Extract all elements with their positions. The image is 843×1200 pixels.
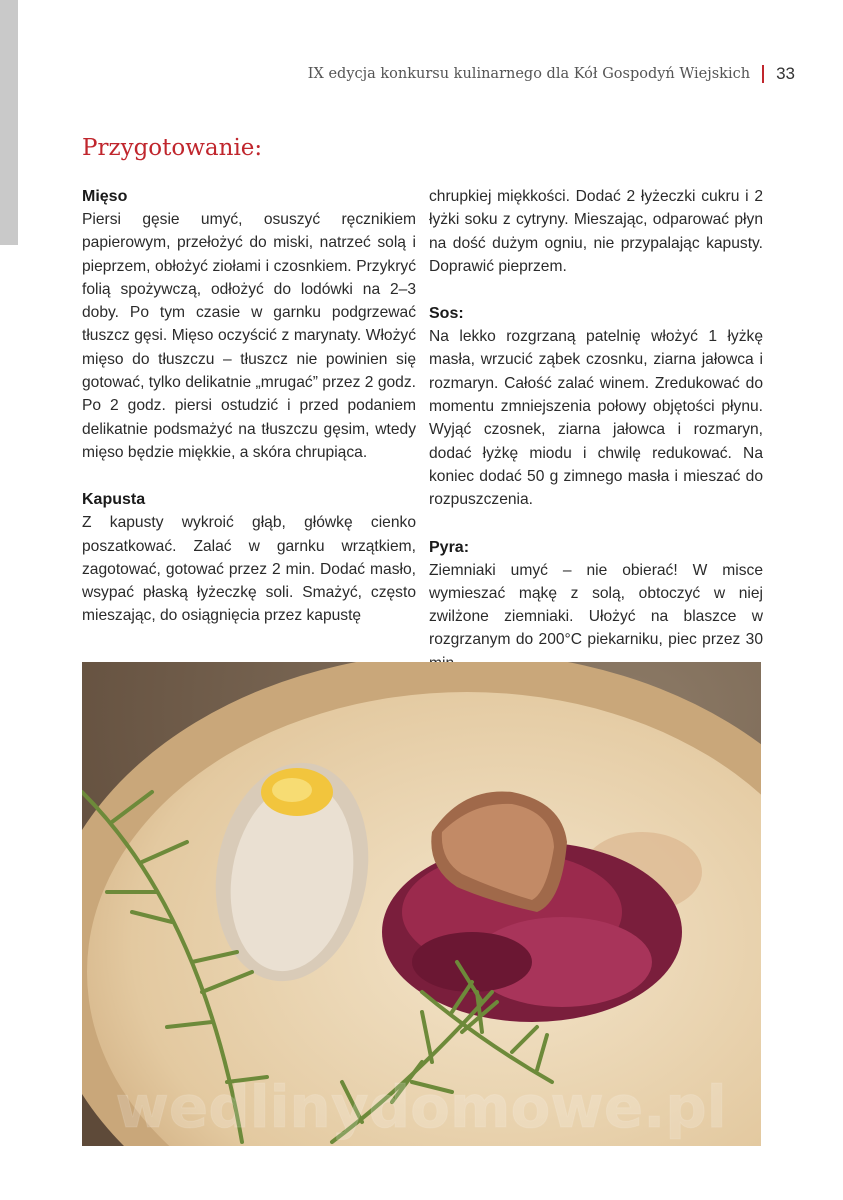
header-separator	[762, 65, 764, 83]
watermark-text: wedlinydomowe.pl	[115, 1073, 727, 1141]
kapusta-text: Z kapusty wykroić głąb, główkę cienko poszatkować. Zalać w garnku wrzątkiem, zagotować, gotować przez 2 min. Dodać masło, wsypać płaską łyżeczkę soli. Smażyć, często mieszając, do osiągnięcia przez kapustę	[82, 514, 416, 625]
kapusta-section	[82, 488, 416, 627]
page-number: 33	[776, 64, 795, 83]
mieso-text: Piersi gęsie umyć, osuszyć ręcznikiem papierowym, przełożyć do miski, natrzeć solą i pieprzem, obłożyć ziołami i czosnkiem. Przykryć folią spożywczą, odłożyć do lodówki na 2–3 doby. Po tym czasie w garnku podgrzewać tłuszcz gęsi. Mięso oczyścić z marynaty. Włożyć mięso do tłuszczu – tłuszcz nie powinien się gotować, tylko delikatnie „mrugać” przez 2 godz. Po 2 godz. piersi ostudzić i przed podaniem delikatnie podsmażyć na tłuszczu gęsim, wtedy mięso będzie miękkie, a skóra chrupiąca.	[82, 211, 416, 461]
mieso-heading: Mięso	[82, 188, 128, 205]
kapusta-continued-text: chrupkiej miękkości. Dodać 2 łyżeczki cukru i 2 łyżki soku z cytryny. Mieszając, odparować płyn na dość dużym ogniu, nie przypalając kapusty. Doprawić pieprzem.	[429, 188, 763, 275]
side-tab	[0, 0, 18, 245]
dish-illustration	[82, 662, 761, 1146]
kapusta-heading: Kapusta	[82, 491, 146, 509]
pyra-text: Ziemniaki umyć – nie obierać! W misce wymieszać mąkę z solą, obtoczyć w niej zwilżone ziemniaki. Ułożyć na blaszce w rozgrzanym do 200°C piekarniku, piec przez 30	[429, 561, 763, 649]
pyra-heading: Pyra:	[429, 538, 470, 556]
pyra-section	[429, 536, 763, 675]
mieso-section	[82, 185, 416, 464]
right-column	[429, 185, 763, 699]
running-title: IX edycja konkursu kulinarnego dla Kół Gospodyń Wiejskich	[307, 66, 751, 82]
dish-photo	[82, 662, 761, 1146]
kapusta-continued	[429, 185, 763, 278]
sos-text: Na lekko rozgrzaną patelnię włożyć 1 łyżkę masła, wrzucić ząbek czosnku, ziarna jałowca i rozmaryn. Całość zalać winem. Zredukować do momentu zmniejszenia połowy objętości płynu. Wyjąć czosnek, ziarna jałowca i rozmaryn, dodać łyżkę miodu i chwilę redukować. Na koniec dodać 50 g zimnego masła i mieszać do rozpuszczenia.	[429, 328, 763, 509]
sos-heading: Sos:	[429, 305, 464, 323]
sos-section	[429, 302, 763, 511]
left-column	[82, 185, 416, 652]
running-header	[308, 64, 795, 84]
section-title: Przygotowanie:	[82, 135, 263, 161]
